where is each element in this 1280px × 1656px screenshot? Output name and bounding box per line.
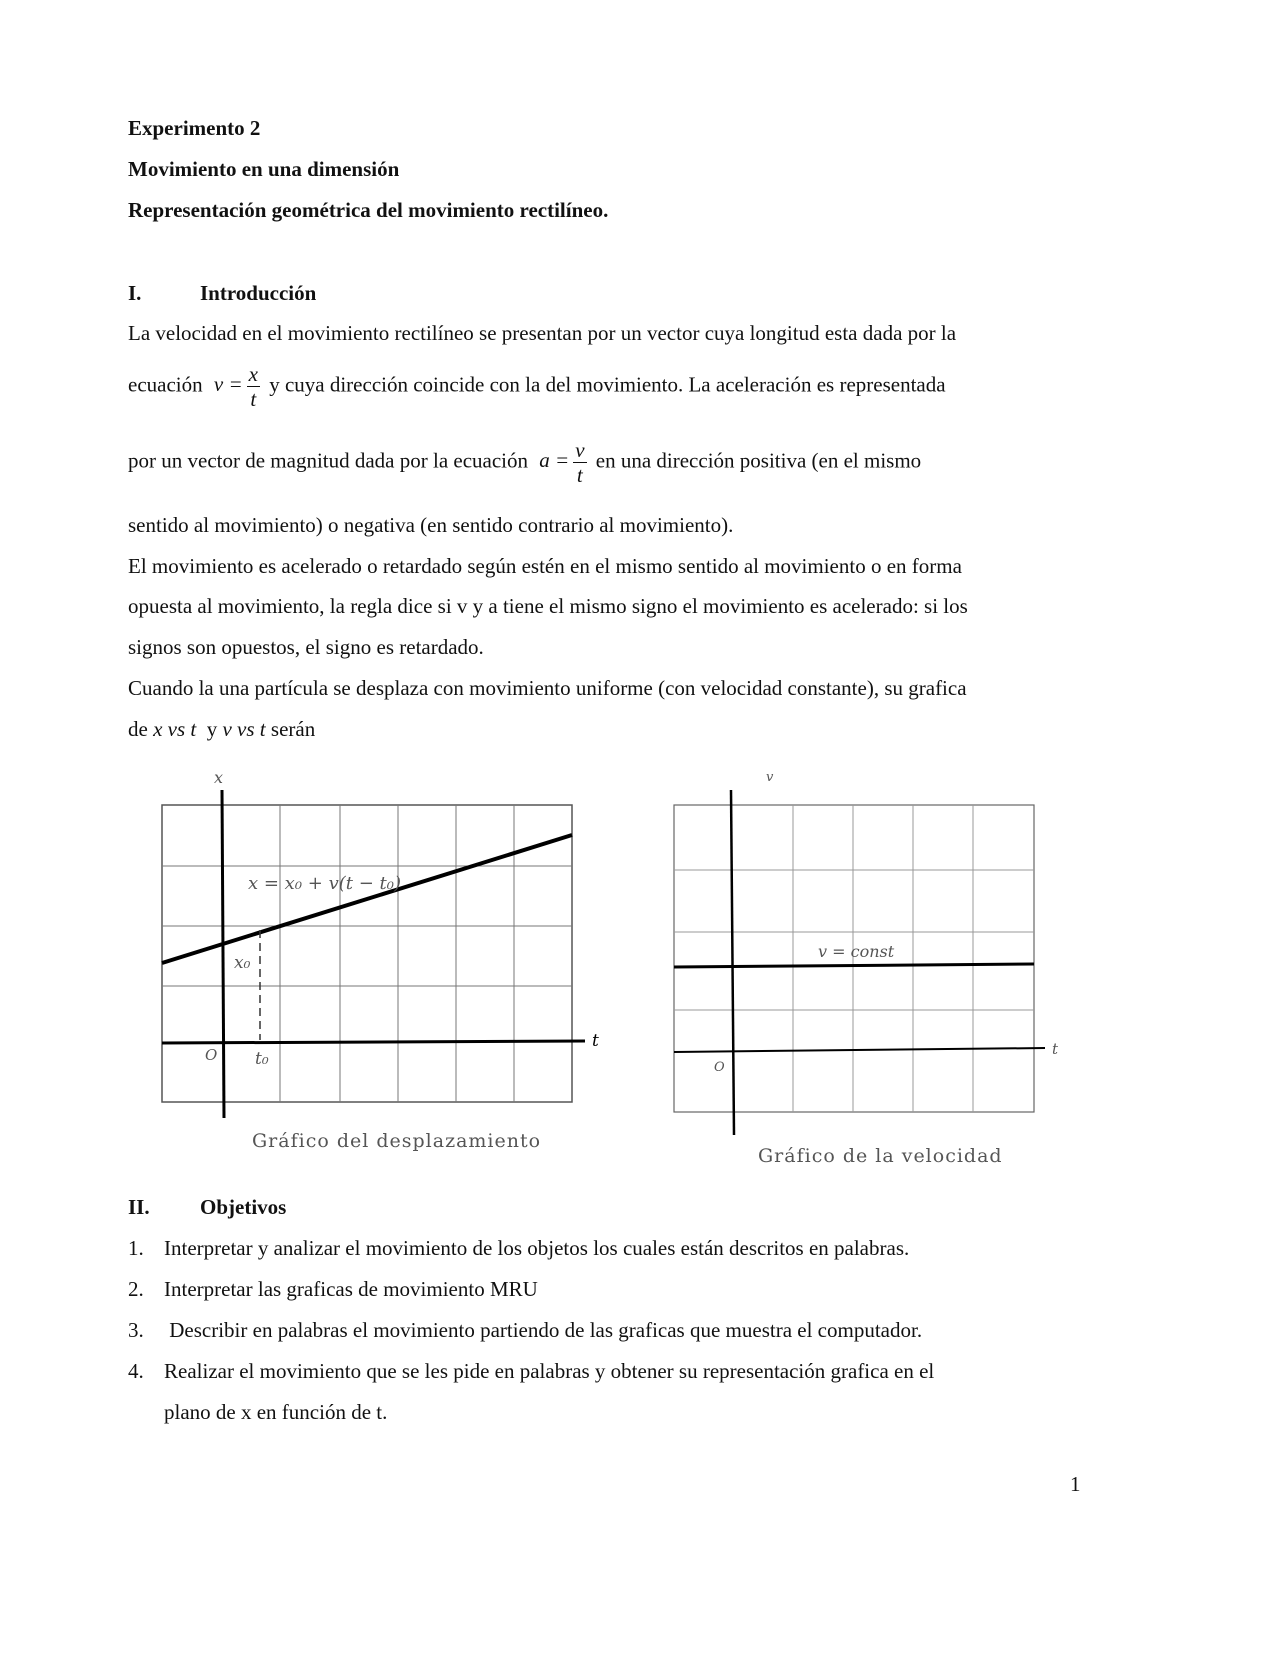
paragraph-line: El movimiento es acelerado o retardado según estén en el mismo sentido al movimiento o en forma (128, 554, 962, 578)
v-axis-vertical (731, 790, 734, 1135)
item-number: 2. (128, 1277, 144, 1301)
list-item (128, 1277, 538, 1302)
section-heading-objectives (128, 1195, 287, 1220)
eq2-lhs: a = (539, 448, 570, 473)
text: de (128, 717, 154, 741)
x-axis-label: t (1052, 1040, 1059, 1058)
velocity-caption: Gráfico de la velocidad (758, 1145, 1003, 1167)
list-item (128, 1318, 923, 1343)
text: v vs t (222, 717, 266, 741)
y-axis-label: v (766, 770, 774, 785)
section-number: I. (128, 281, 142, 305)
paragraph-line: La velocidad en el movimiento rectilíneo se presentan por un vector cuya longitud esta dada por la (128, 321, 957, 345)
item-number: 3. (128, 1318, 144, 1342)
section-title: Objetivos (200, 1195, 287, 1219)
eq2-denominator: t (576, 463, 583, 487)
eq1-numerator: x (248, 362, 258, 386)
text: serán (265, 717, 316, 741)
paragraph-line: Cuando la una partícula se desplaza con movimiento uniforme (con velocidad constante), su grafica (128, 676, 967, 700)
item-text: Interpretar y analizar el movimiento de los objetos los cuales están descritos en palabras. (164, 1236, 910, 1260)
item-text: Realizar el movimiento que se les pide en palabras y obtener su representación grafica en el (164, 1359, 935, 1383)
list-item (128, 1359, 935, 1384)
y-axis-label: x (214, 768, 224, 787)
item-text: Describir en palabras el movimiento partiendo de las graficas que muestra el computador. (164, 1318, 923, 1342)
displacement-graph (162, 768, 599, 1118)
text: en una dirección positiva (en el mismo (595, 448, 922, 473)
text: y cuya dirección coincide con la del movimiento. La aceleración es representada (269, 372, 946, 397)
experiment-subject: Representación geométrica del movimiento rectilíneo. (128, 198, 609, 222)
t0-label: t₀ (255, 1049, 269, 1069)
paragraph-line: signos son opuestos, el signo es retardado. (128, 635, 484, 659)
item-number: 4. (128, 1359, 144, 1383)
equation-label: x = x₀ + v(t − t₀) (248, 873, 401, 894)
text: por un vector de magnitud dada por la ecuación (128, 448, 529, 473)
t-axis (674, 1048, 1045, 1052)
section-number: II. (128, 1195, 150, 1219)
item-number: 1. (128, 1236, 144, 1260)
x-axis-label: t (592, 1031, 599, 1051)
section-title: Introducción (200, 281, 317, 305)
velocity-graph (674, 770, 1059, 1135)
item-text: Interpretar las graficas de movimiento MRU (164, 1277, 538, 1301)
origin-label: O (714, 1060, 725, 1075)
paragraph-line: sentido al movimiento) o negativa (en sentido contrario al movimiento). (128, 513, 734, 537)
eq1-denominator: t (250, 387, 257, 411)
paragraph-line: opuesta al movimiento, la regla dice si v y a tiene el mismo signo el movimiento es acelerado: si los (128, 594, 968, 618)
x-axis-vertical (222, 790, 224, 1118)
eq1-lhs: v = (213, 372, 243, 397)
displacement-caption: Gráfico del desplazamiento (252, 1130, 542, 1152)
list-item (128, 1236, 910, 1261)
t-axis (162, 1041, 585, 1043)
list-item-continuation: plano de x en función de t. (164, 1400, 388, 1424)
page-number: 1 (1070, 1472, 1081, 1496)
experiment-title: Experimento 2 (128, 116, 261, 140)
origin-label: O (205, 1046, 218, 1064)
experiment-subtitle: Movimiento en una dimensión (128, 157, 400, 181)
velocity-line (674, 964, 1034, 967)
equation-label: v = const (818, 942, 895, 961)
text: y (196, 717, 223, 741)
x0-label: x₀ (234, 953, 251, 973)
text: ecuación (128, 372, 203, 397)
text: x vs t (153, 717, 197, 741)
eq2-numerator: v (575, 438, 585, 462)
